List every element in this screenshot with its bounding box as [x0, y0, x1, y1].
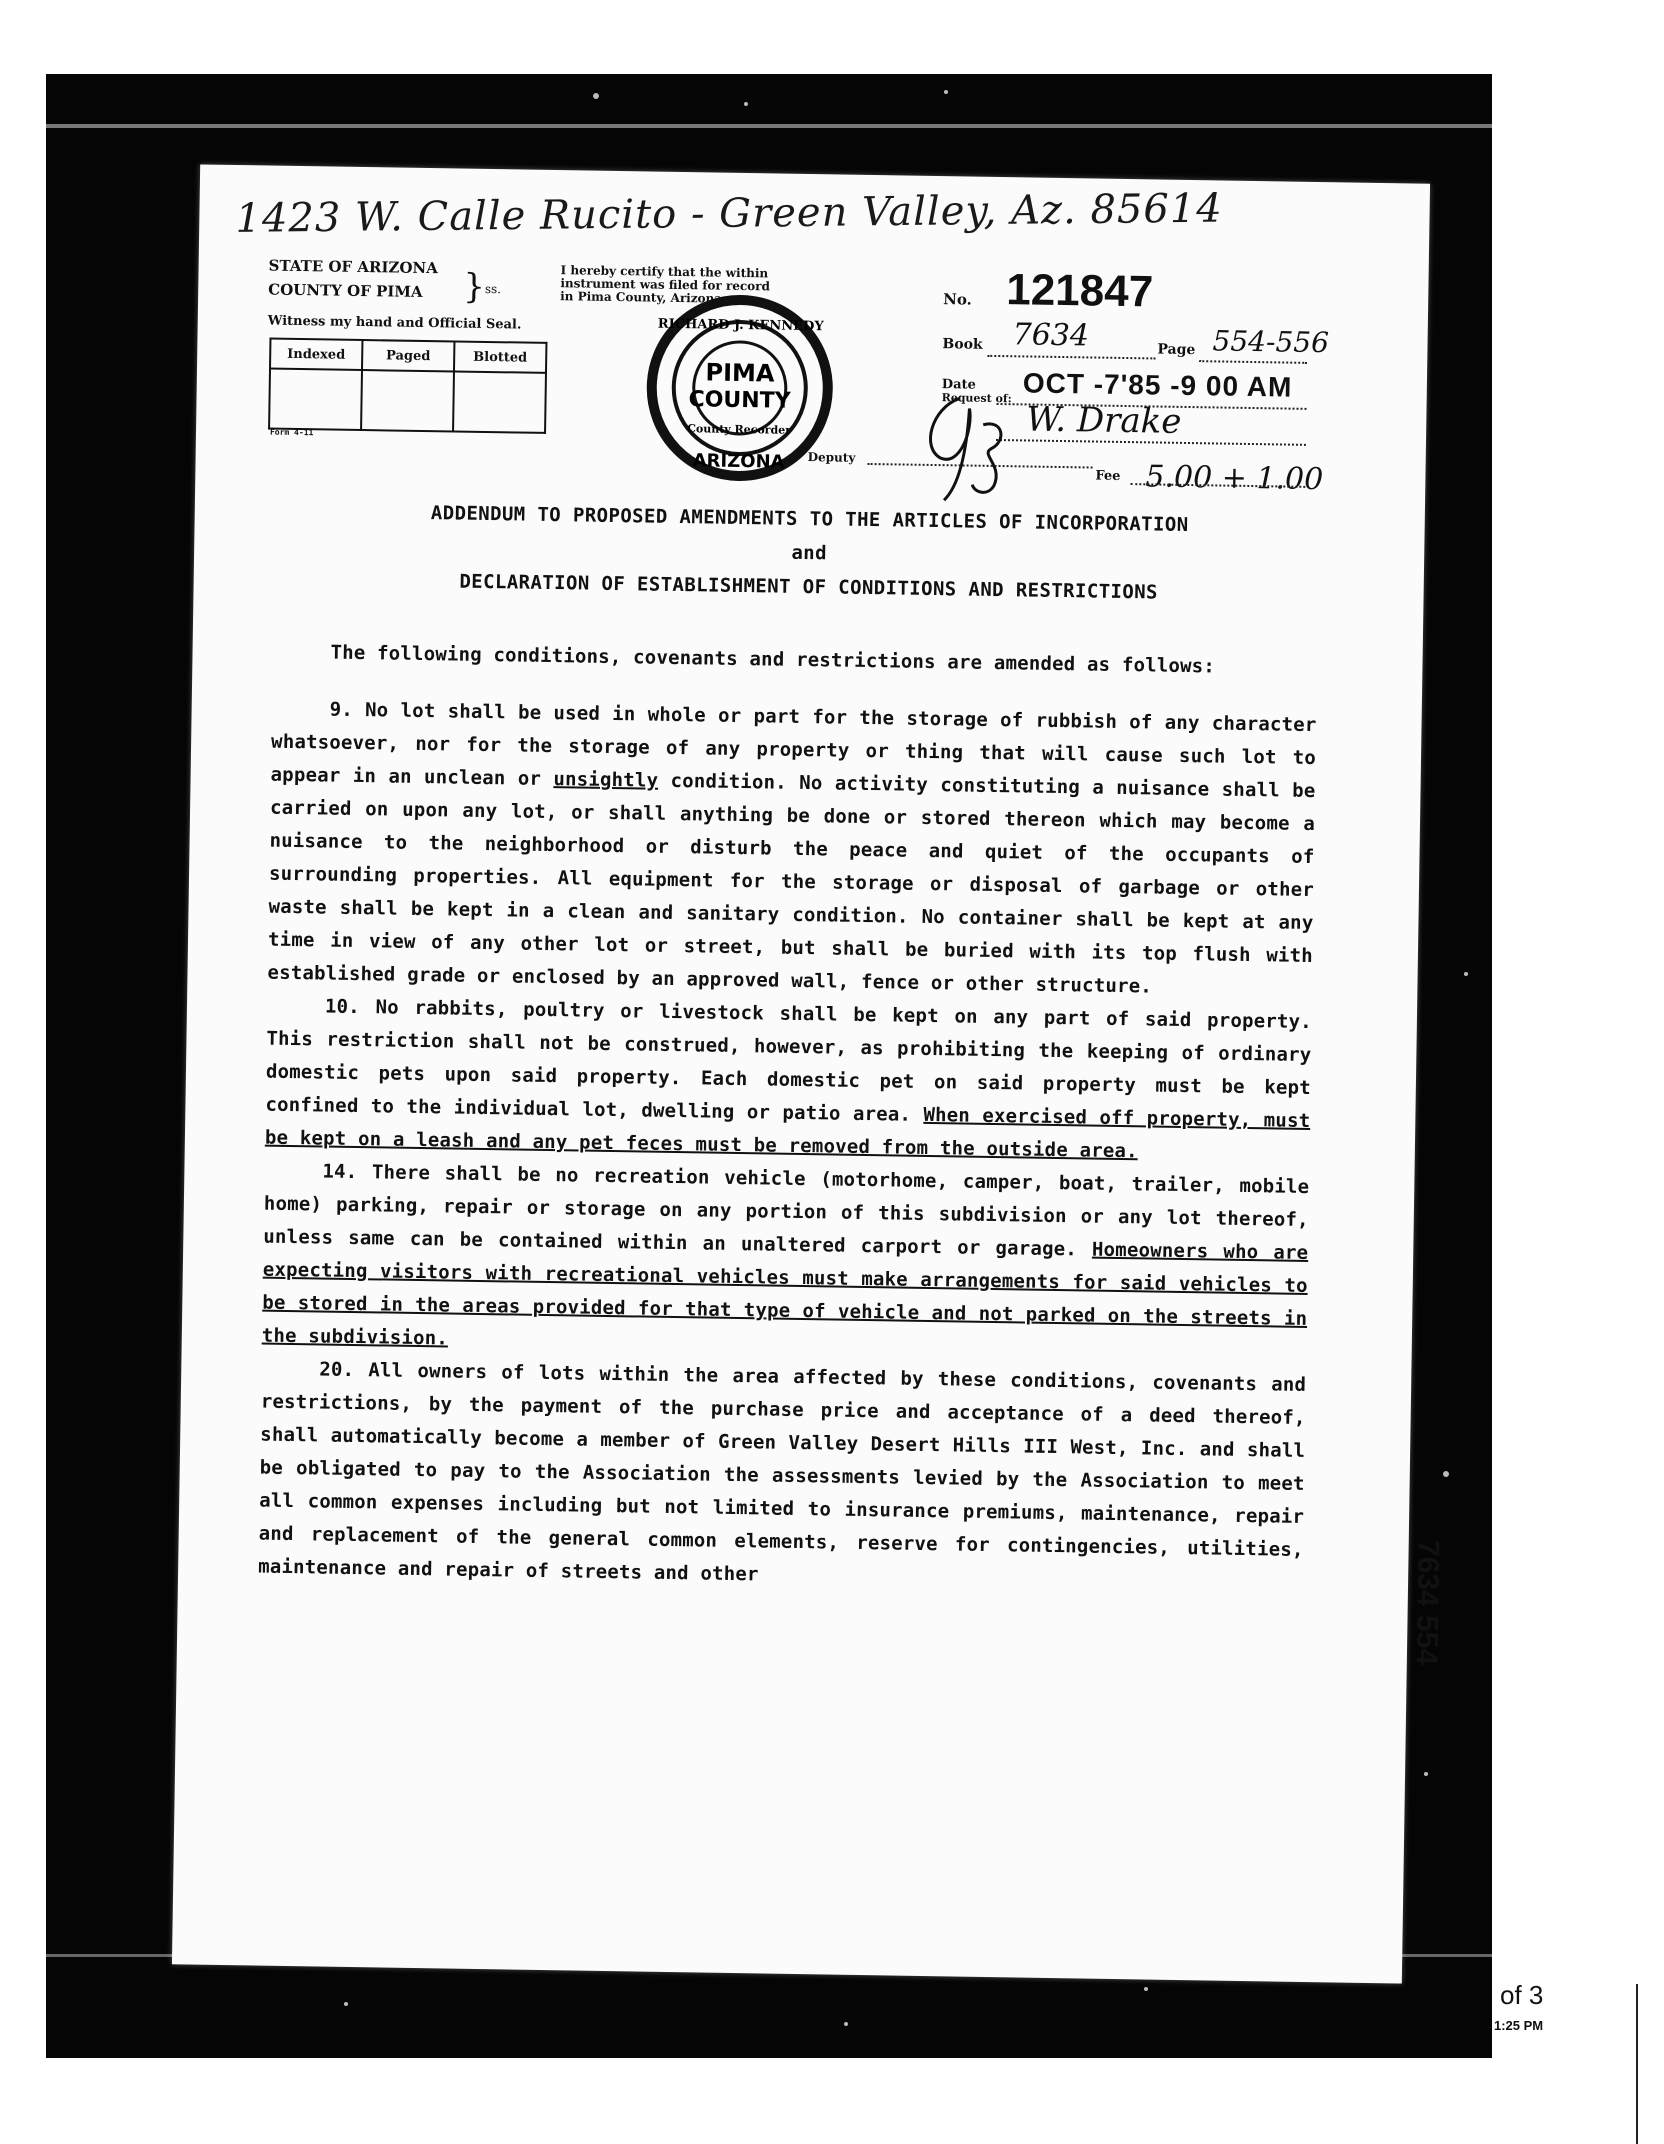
- book-dotline: [987, 355, 1155, 360]
- section-14-underlined: Homeowners who are expecting visitors with recreational vehicles must make arrangements for said vehicles to be stored in the areas provided for that type of vehicle and not parked on the streets in the subdivision.: [261, 1238, 1309, 1350]
- index-table-row: [269, 369, 546, 433]
- document-page: [172, 164, 1445, 1983]
- section-10: [265, 990, 1312, 1171]
- table-header-paged: Paged: [362, 340, 454, 371]
- document-title-line3: DECLARATION OF ESTABLISHMENT OF CONDITIONS AND RESTRICTIONS: [459, 570, 1159, 604]
- state-name: STATE OF ARIZONA: [268, 256, 438, 278]
- page-label: Page: [1157, 341, 1196, 359]
- table-cell: [269, 369, 362, 430]
- viewer-page-count: of 3: [1500, 1980, 1544, 2010]
- section-10-text: 10. No rabbits, poultry or livestock shall be kept on any part of said property. This restriction shall not be construed, however, as prohibiting the keeping of ordinary domestic pets upon said property. Each domestic pet on said property must be kept confined to the individual lot, dwelling or patio area.: [265, 995, 1313, 1126]
- seal-county: COUNTY: [688, 387, 791, 414]
- book-number: 7634: [1012, 317, 1090, 354]
- viewer-edge: [1636, 1984, 1638, 2144]
- certify-line: I hereby certify that the within: [560, 263, 769, 281]
- state-county-block: [268, 254, 438, 305]
- seal-arizona: ARIZONA: [692, 450, 785, 473]
- request-of-name: W. Drake: [1025, 399, 1182, 442]
- ss-mark: }ss.: [463, 266, 502, 307]
- document-body: [258, 636, 1318, 1600]
- deputy-label: Deputy: [807, 450, 856, 465]
- form-number: Form 4-11: [269, 427, 314, 438]
- seal-recorder-title: County Recorder: [687, 422, 792, 437]
- witness-line: Witness my hand and Official Seal.: [267, 313, 522, 333]
- handwritten-address: 1423 W. Calle Rucito - Green Valley, Az. 85614: [235, 185, 1223, 242]
- ss-label: ss.: [484, 281, 502, 297]
- document-title-line2: and: [791, 541, 828, 565]
- table-header-blotted: Blotted: [454, 341, 546, 372]
- section-9: [267, 693, 1317, 1006]
- fee-amount: 5.00 + 1.00: [1145, 459, 1324, 498]
- book-label: Book: [942, 336, 983, 353]
- certify-line: in Pima County, Arizona: [560, 289, 723, 306]
- date-label-text: Date: [941, 377, 976, 393]
- county-name: COUNTY OF PIMA: [268, 280, 423, 301]
- document-title-line1: ADDENDUM TO PROPOSED AMENDMENTS TO THE ARTICLES OF INCORPORATION: [430, 502, 1189, 537]
- section-10-underlined: When exercised off property, must be kept on a leash and any pet feces must be removed from the outside area.: [264, 1103, 1311, 1163]
- seal-pima: PIMA: [705, 358, 775, 388]
- page-range: 554-556: [1212, 324, 1330, 360]
- section-14-text: 14. There shall be no recreation vehicle (motorhome, camper, boat, trailer, mobile home) parking, repair or storage on any portion of this subdivision or any lot thereof, unless same can be contained within an unaltered carport or garage.: [263, 1160, 1310, 1261]
- recording-date: OCT -7'85 -9 00 AM: [1022, 367, 1293, 403]
- record-number: 121847: [1005, 265, 1154, 317]
- table-cell: [453, 371, 546, 432]
- section-9-underlined: unsightly: [553, 768, 659, 792]
- fee-label: Fee: [1095, 468, 1121, 484]
- table-header-indexed: Indexed: [270, 339, 362, 370]
- seal-recorder-name: RICHARD J. KENNEDY: [657, 316, 824, 335]
- index-table: [268, 338, 547, 434]
- intro-text: The following conditions, covenants and restrictions are amended as follows:: [330, 641, 1216, 678]
- index-table-header: [270, 339, 546, 373]
- scan-frame: [46, 74, 1492, 2058]
- certify-line: instrument was filed for record: [560, 276, 771, 294]
- intro-paragraph: [272, 636, 1317, 685]
- section-20: [258, 1353, 1306, 1600]
- section-9-text-a: 9. No lot shall be used in whole or part for the storage of rubbish of any character whatsoever, nor for the storage of any property or thing that will cause such lot to appear in an unclean or: [270, 698, 1317, 790]
- book-page-stamp: 7634 554: [1409, 1539, 1445, 1666]
- section-9-text-b: condition. No activity constituting a nuisance shall be carried on upon any lot, or shall anything be done or stored thereon which may become a nuisance to the neighborhood or disturb the peace and quiet of the occupants of surrounding properties. All equipment for the storage or disposal of garbage or other waste shall be kept in a clean and sanitary condition. No container shall be kept at any time in view of any other lot or street, but shall be buried with its top flush with established grade or enclosed by an approved wall, fence or other structure.: [267, 769, 1316, 998]
- section-20-text: 20. All owners of lots within the area affected by these conditions, covenants and restrictions, by the payment of the purchase price and acceptance of a deed thereof, shall automatically become a member of Green Valley Desert Hills III West, Inc. and shall be obligated to pay to the Association the assessments levied by the Association to meet all common expenses including but not limited to insurance premiums, maintenance, repair and replacement of the general common elements, reserve for contingencies, utilities, maintenance and repair of streets and other: [258, 1358, 1307, 1586]
- page-dotline: [1199, 360, 1307, 364]
- handwritten-initials: [910, 388, 1022, 510]
- viewer-timestamp: 1:25 PM: [1494, 2018, 1544, 2033]
- section-14: [262, 1155, 1310, 1369]
- request-label-text: Request of:: [941, 391, 1012, 406]
- record-number-label: No.: [943, 290, 973, 309]
- table-cell: [361, 370, 454, 431]
